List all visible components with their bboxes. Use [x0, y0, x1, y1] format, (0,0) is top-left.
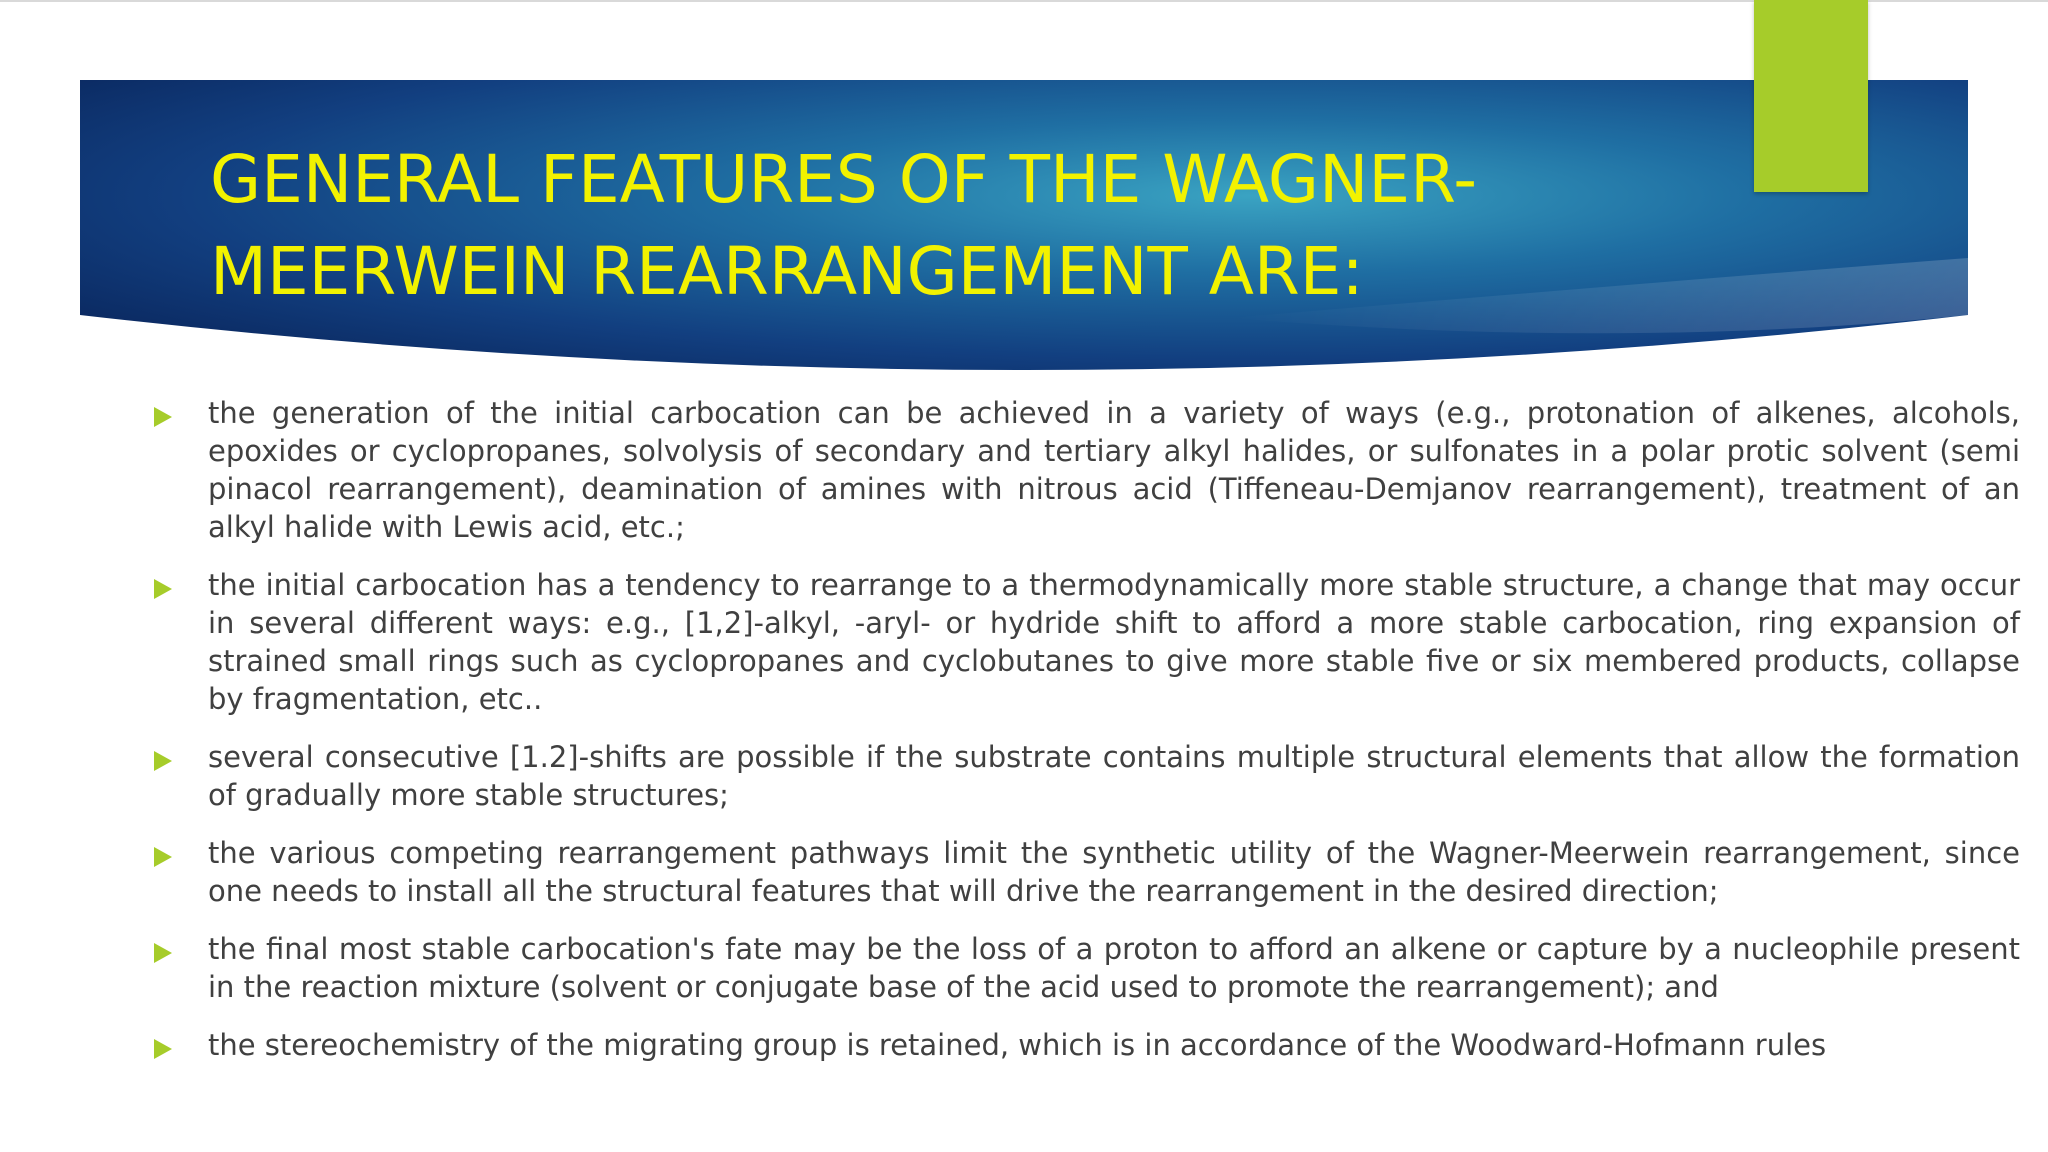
top-divider [0, 0, 2048, 2]
list-item [150, 738, 2020, 814]
triangle-bullet-icon [154, 751, 172, 771]
list-item [150, 930, 2020, 1006]
list-item [150, 566, 2020, 718]
bullet-text: the generation of the initial carbocation can be achieved in a variety of ways (e.g., protonation of alkenes, alcohols, epoxides or cyclopropanes, solvolysis of secondary and tertiary alkyl halides, or sulfonates in a polar protic solvent (semi pinacol rearrangement), deamination of amines with nitrous acid (Tiffeneau-Demjanov rearrangement), treatment of an alkyl halide with Lewis acid, etc.; [208, 396, 2020, 544]
bullet-text: several consecutive [1.2]-shifts are possible if the substrate contains multiple structural elements that allow the formation of gradually more stable structures; [208, 740, 2020, 812]
bullet-list [150, 394, 2020, 1084]
bullet-text: the stereochemistry of the migrating group is retained, which is in accordance of the Woodward-Hofmann rules [208, 1028, 1827, 1062]
triangle-bullet-icon [154, 943, 172, 963]
list-item [150, 834, 2020, 910]
accent-tab [1754, 0, 1868, 192]
bullet-text: the final most stable carbocation's fate may be the loss of a proton to afford an alkene or capture by a nucleophile present in the reaction mixture (solvent or conjugate base of the acid used to promote the rearrangement); and [208, 932, 2020, 1004]
triangle-bullet-icon [154, 407, 172, 427]
bullet-text: the various competing rearrangement pathways limit the synthetic utility of the Wagner-Meerwein rearrangement, since one needs to install all the structural features that will drive the rearrangement in the desired direction; [208, 836, 2020, 908]
list-item [150, 1026, 2020, 1064]
list-item [150, 394, 2020, 546]
triangle-bullet-icon [154, 579, 172, 599]
triangle-bullet-icon [154, 847, 172, 867]
triangle-bullet-icon [154, 1039, 172, 1059]
slide-title: GENERAL FEATURES OF THE WAGNER-MEERWEIN REARRANGEMENT ARE: [210, 141, 1478, 310]
bullet-text: the initial carbocation has a tendency to rearrange to a thermodynamically more stable structure, a change that may occur in several different ways: e.g., [1,2]-alkyl, -aryl- or hydride shift to afford a more stable carbocation, ring expansion of strained small rings such as cyclopropanes and cyclobutanes to give more stable five or six membered products, collapse by fragmentation, etc.. [208, 568, 2020, 716]
